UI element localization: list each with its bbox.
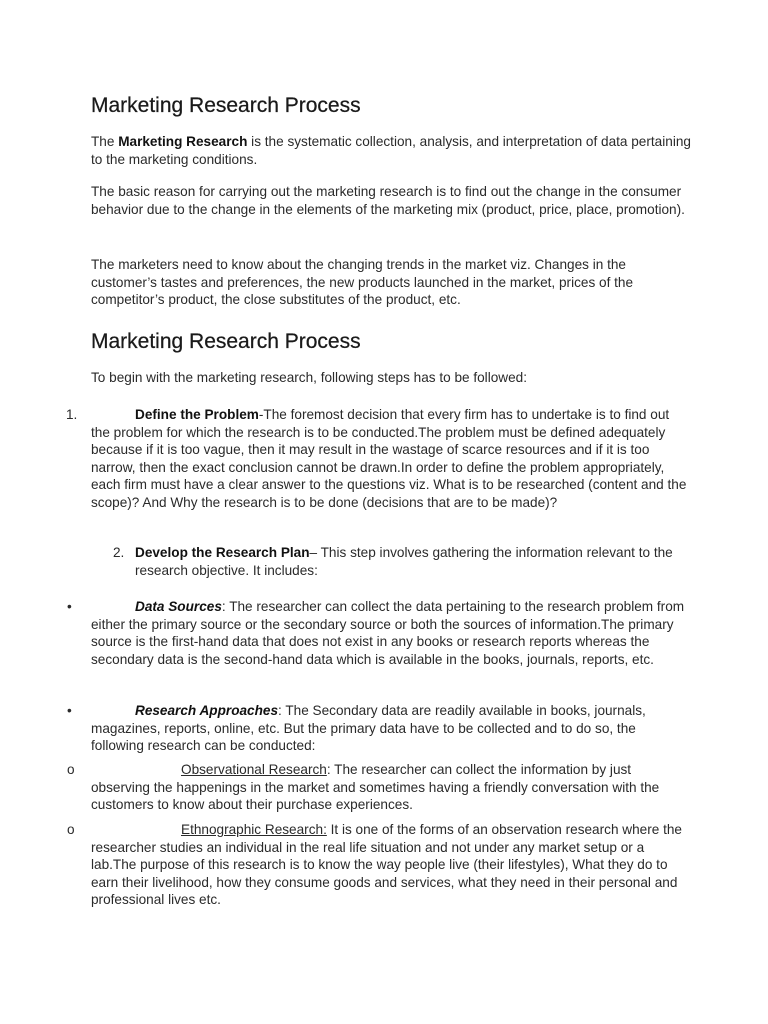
- section-heading: Marketing Research Process: [91, 330, 361, 353]
- observational-research-paragraph: [91, 761, 691, 814]
- data-sources-paragraph: [91, 598, 691, 668]
- intro-pre: The: [91, 134, 119, 149]
- observational-research-title: Observational Research: [181, 762, 327, 777]
- step1-marker: 1.: [66, 407, 78, 422]
- ethnographic-research-text: It is one of the forms of an observation research where the researcher studies an individual in the real life situation and not under any market setup or a lab.The purpose of this research is to know the way people live (their lifestyles), What they do to earn their livelihood, how they consume goods and services, what they need in their personal and professional lives etc.: [91, 822, 682, 908]
- step2-marker: 2.: [113, 545, 125, 560]
- step2-text: – This step involves gathering the information relevant to the research objective. It includes:: [135, 545, 673, 578]
- step2-title: Develop the Research Plan: [135, 545, 310, 560]
- observational-research-text: : The researcher can collect the information by just observing the happenings in the market and sometimes having a friendly conversation with the customers to know about their purchase experiences.: [91, 762, 660, 813]
- trends-paragraph: The marketers need to know about the changing trends in the market viz. Changes in the customer’s tastes and preferences, the new products launched in the market, prices of the competitor’s product, the close substitutes of the product, etc.: [91, 257, 634, 308]
- research-approaches-title: Research Approaches: [135, 703, 279, 718]
- bullet2-marker: •: [67, 703, 72, 718]
- intro-bold-term: Marketing Research: [118, 134, 248, 149]
- step1-title: Define the Problem: [135, 407, 259, 422]
- page-title: Marketing Research Process: [91, 94, 361, 117]
- data-sources-title: Data Sources: [135, 599, 222, 614]
- reason-paragraph: The basic reason for carrying out the marketing research is to find out the change in the consumer behavior due to the change in the elements of the marketing mix (product, price, place, promotion).: [91, 184, 685, 217]
- research-approaches-text: : The Secondary data are readily available in books, journals, magazines, reports, online, etc. But the primary data have to be collected and to do so, the following research can be conducted:: [91, 703, 646, 754]
- ethnographic-research-paragraph: [91, 821, 691, 909]
- step1-text: -The foremost decision that every firm has to undertake is to find out the problem for which the research is to be conducted.The problem must be defined adequately because if it is too vague, then it may result in the wastage of scarce resources and if it is too narrow, then the exact conclusion cannot be drawn.In order to define the problem appropriately, each firm must have a clear answer to the questions viz. What is to be researched (content and the scope)? And Why the research is to be done (decisions that are to be made)?: [91, 407, 687, 510]
- bullet1-marker: •: [67, 599, 72, 614]
- ethnographic-research-title: Ethnographic Research:: [181, 822, 327, 837]
- sub1-marker: o: [67, 762, 75, 777]
- step2-paragraph: [135, 544, 675, 579]
- steps-intro: To begin with the marketing research, following steps has to be followed:: [91, 370, 527, 385]
- intro-post: is the systematic collection, analysis, and interpretation of data pertaining to the marketing conditions.: [91, 134, 691, 167]
- data-sources-text: : The researcher can collect the data pertaining to the research problem from either the primary source or the secondary source or both the sources of information.The primary source is the first-hand data that does not exist in any books or research reports whereas the secondary data is the second-hand data which is available in the books, journals, reports, etc.: [91, 599, 685, 667]
- research-approaches-paragraph: [91, 702, 691, 755]
- step1-paragraph: [91, 406, 691, 512]
- intro-paragraph: [91, 133, 691, 168]
- sub2-marker: o: [67, 822, 75, 837]
